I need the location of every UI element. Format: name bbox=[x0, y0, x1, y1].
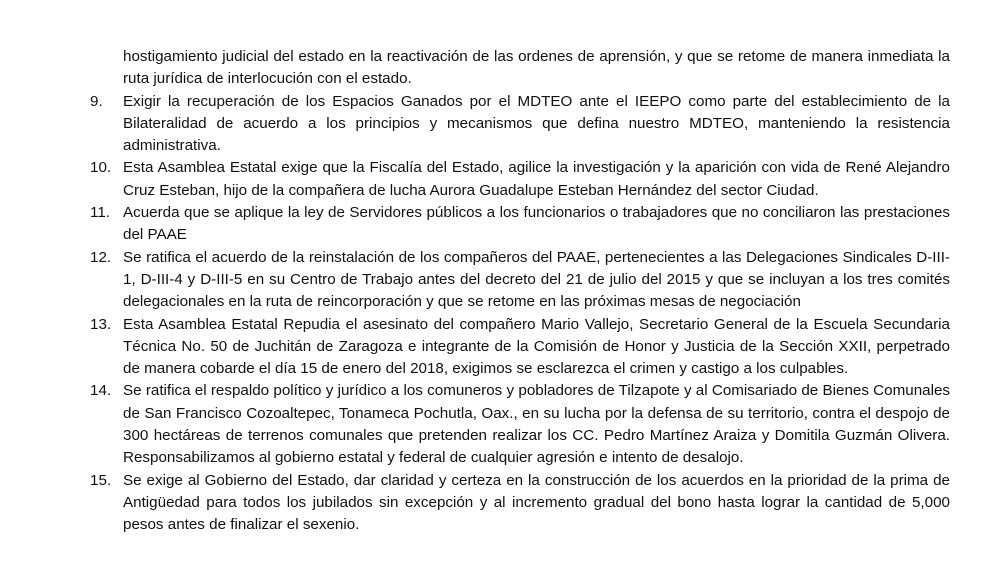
document-content bbox=[90, 46, 950, 537]
item-number: 13. bbox=[90, 315, 112, 333]
item-number: 12. bbox=[90, 248, 112, 266]
list-item bbox=[90, 202, 950, 247]
item-text: Se ratifica el acuerdo de la reinstalación de los compañeros del PAAE, pertenecientes a las Delegaciones Sindicales D-III-1, D-III-4 y D-III-5 en su Centro de Trabajo antes del decreto del 21 de julio del 2015 y que se incluyan a los tres comités delegacionales en la ruta de reincorporación y que se retome en las próximas mesas de negociación bbox=[123, 248, 950, 311]
item-number: 14. bbox=[90, 382, 112, 400]
continuation-paragraph bbox=[90, 46, 950, 91]
item-text: Esta Asamblea Estatal Repudia el asesinato del compañero Mario Vallejo, Secretario General de la Escuela Secundaria Técnica No. 50 de Juchitán de Zaragoza e integrante de la Comisión de Honor y Justicia de la Sección XXII, perpetrado de manera cobarde el día 15 de enero del 2018, exigimos se esclarezca el crimen y castigo a los culpables. bbox=[123, 315, 950, 378]
list-item bbox=[90, 314, 950, 381]
item-text: Se exige al Gobierno del Estado, dar claridad y certeza en la construcción de los acuerdos en la prioridad de la prima de Antigüedad para todos los jubilados sin excepción y al incremento gradual del bono hasta lograr la cantidad de 5,000 pesos antes de finalizar el sexenio. bbox=[123, 471, 950, 534]
list-item bbox=[90, 470, 950, 537]
list-item bbox=[90, 91, 950, 158]
item-text: hostigamiento judicial del estado en la reactivación de las ordenes de aprensión, y que se retome de manera inmediata la ruta jurídica de interlocución con el estado. bbox=[123, 48, 950, 88]
item-text: Se ratifica el respaldo político y jurídico a los comuneros y pobladores de Tilzapote y al Comisariado de Bienes Comunales de San Francisco Cozoaltepec, Tonameca Pochutla, Oax., en su lucha por la defensa de su territorio, contra el despojo de 300 hectáreas de terrenos comunales que pretenden realizar los CC. Pedro Martínez Araiza y Domitila Guzmán Olivera. Responsabilizamos al gobierno estatal y federal de cualquier agresión e intento de desalojo. bbox=[123, 382, 950, 467]
list-item bbox=[90, 380, 950, 469]
list-item bbox=[90, 157, 950, 202]
item-number bbox=[90, 46, 123, 91]
item-text: Acuerda que se aplique la ley de Servidores públicos a los funcionarios o trabajadores que no conciliaron las prestaciones del PAAE bbox=[123, 204, 950, 244]
item-text: Esta Asamblea Estatal exige que la Fiscalía del Estado, agilice la investigación y la aparición con vida de René Alejandro Cruz Esteban, hijo de la compañera de lucha Aurora Guadalupe Esteban Hernández del sector Ciudad. bbox=[123, 159, 950, 199]
item-number: 11. bbox=[90, 204, 110, 222]
item-number: 10. bbox=[90, 159, 112, 177]
list-item bbox=[90, 247, 950, 314]
item-number: 9. bbox=[90, 92, 103, 110]
item-text: Exigir la recuperación de los Espacios Ganados por el MDTEO ante el IEEPO como parte del establecimiento de la Bilateralidad de acuerdo a los principios y mecanismos que defina nuestro MDTEO, manteniendo la resistencia administrativa. bbox=[123, 92, 950, 155]
item-number: 15. bbox=[90, 471, 112, 489]
